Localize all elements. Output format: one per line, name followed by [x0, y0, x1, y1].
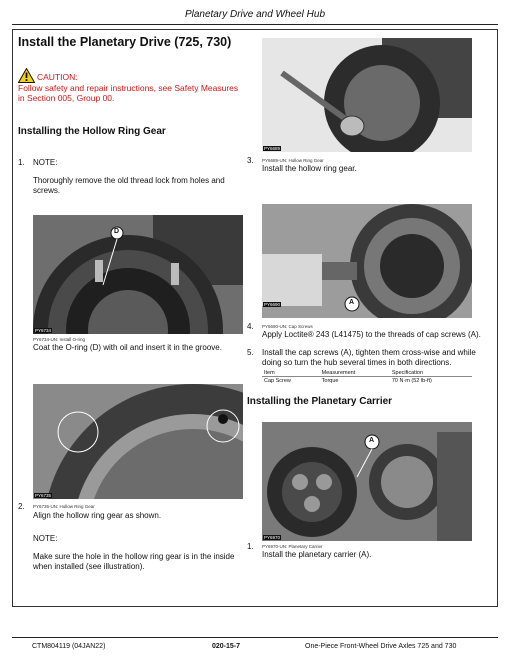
- carrier-step-1-text: Install the planetary carrier (A).: [262, 550, 372, 559]
- table-row: [262, 377, 472, 385]
- callout-a-cap-screws: A: [349, 299, 355, 306]
- caption-py6690: PY6690-UN: Cap Screws: [262, 324, 313, 329]
- step-3-text: Install the hollow ring gear.: [262, 164, 357, 173]
- footer-title: One-Piece Front-Wheel Drive Axles 725 and 730: [305, 643, 457, 650]
- spec-cell-item: Cap Screw: [264, 377, 291, 384]
- caption-py6734: PY6734-UN: Install O-ring: [33, 337, 86, 342]
- spec-header-specification: Specification: [390, 369, 472, 377]
- callout-d: D: [114, 228, 120, 235]
- caution-text: Follow safety and repair instructions, see Safety Measures in Section 005, Group 00.: [18, 83, 239, 104]
- footer-page-number: 020-15-7: [212, 643, 241, 650]
- step-1-note-text: Thoroughly remove the old thread lock from holes and screws.: [33, 176, 225, 195]
- spec-cell-measurement: Torque: [321, 377, 339, 384]
- footer-doc-id: CTM804119 (04JAN22): [32, 643, 106, 650]
- hollow-ring-gear-heading: Installing the Hollow Ring Gear: [18, 126, 166, 137]
- step-2-number: 2.: [18, 502, 25, 511]
- step-4-text: Apply Loctite® 243 (L41475) to the threads of cap screws (A).: [262, 330, 481, 339]
- photo-planetary-carrier: [262, 422, 472, 541]
- photo-hollow-ring-gear-align: [33, 384, 243, 499]
- figure-tag-py6690: PY6690: [264, 302, 281, 307]
- spec-table-header: [262, 369, 472, 377]
- step-1-number: 1.: [18, 158, 25, 167]
- o-ring-instruction: Coat the O-ring (D) with oil and insert it in the groove.: [33, 343, 222, 352]
- running-header: Planetary Drive and Wheel Hub: [184, 9, 326, 20]
- figure-tag-py6735: PY6735: [35, 493, 52, 498]
- step-5-number: 5.: [247, 348, 254, 357]
- step-3-number: 3.: [247, 156, 254, 165]
- photo-install-o-ring: [33, 215, 243, 334]
- carrier-step-1-number: 1.: [247, 542, 254, 551]
- spec-header-measurement: Measurement: [320, 369, 390, 377]
- caution-block: [18, 68, 246, 103]
- step-4-number: 4.: [247, 322, 254, 331]
- figure-tag-py6734: PY6734: [35, 328, 52, 333]
- caution-label: CAUTION:: [37, 72, 78, 82]
- warning-triangle-icon: [18, 68, 35, 83]
- caption-py6970: PY6970-UN: Planetary Carrier: [262, 544, 323, 549]
- spec-table: [262, 369, 472, 384]
- step-2-text: Align the hollow ring gear as shown.: [33, 511, 162, 520]
- spec-cell-specification: 70 N·m (52 lb-ft): [391, 377, 432, 384]
- step-1-note-label: NOTE:: [33, 158, 58, 167]
- section-title: Install the Planetary Drive (725, 730): [18, 35, 232, 49]
- step-5-text: Install the cap screws (A), tighten them cross-wise and while doing so turn the hub several times in both directions.: [262, 348, 476, 367]
- spec-header-item: Item: [262, 369, 320, 377]
- caption-py6689: PY6689-UN: Hollow Ring Gear: [262, 158, 324, 163]
- figure-tag-py6689: PY6689: [264, 146, 281, 151]
- caption-py6735: PY6735-UN: Hollow Ring Gear: [33, 504, 95, 509]
- step-2-note-text: Make sure the hole in the hollow ring gear is in the inside when installed (see illustration).: [33, 552, 235, 571]
- photo-install-hollow-ring-gear: [262, 38, 472, 152]
- photo-cap-screws: [262, 204, 472, 318]
- planetary-carrier-heading: Installing the Planetary Carrier: [247, 396, 393, 407]
- figure-tag-py6970: PY6970: [264, 535, 281, 540]
- step-2-note-label: NOTE:: [33, 534, 58, 543]
- callout-a-planetary-carrier: A: [369, 437, 375, 444]
- footer-rule: [12, 637, 498, 638]
- header-rule: [12, 24, 498, 25]
